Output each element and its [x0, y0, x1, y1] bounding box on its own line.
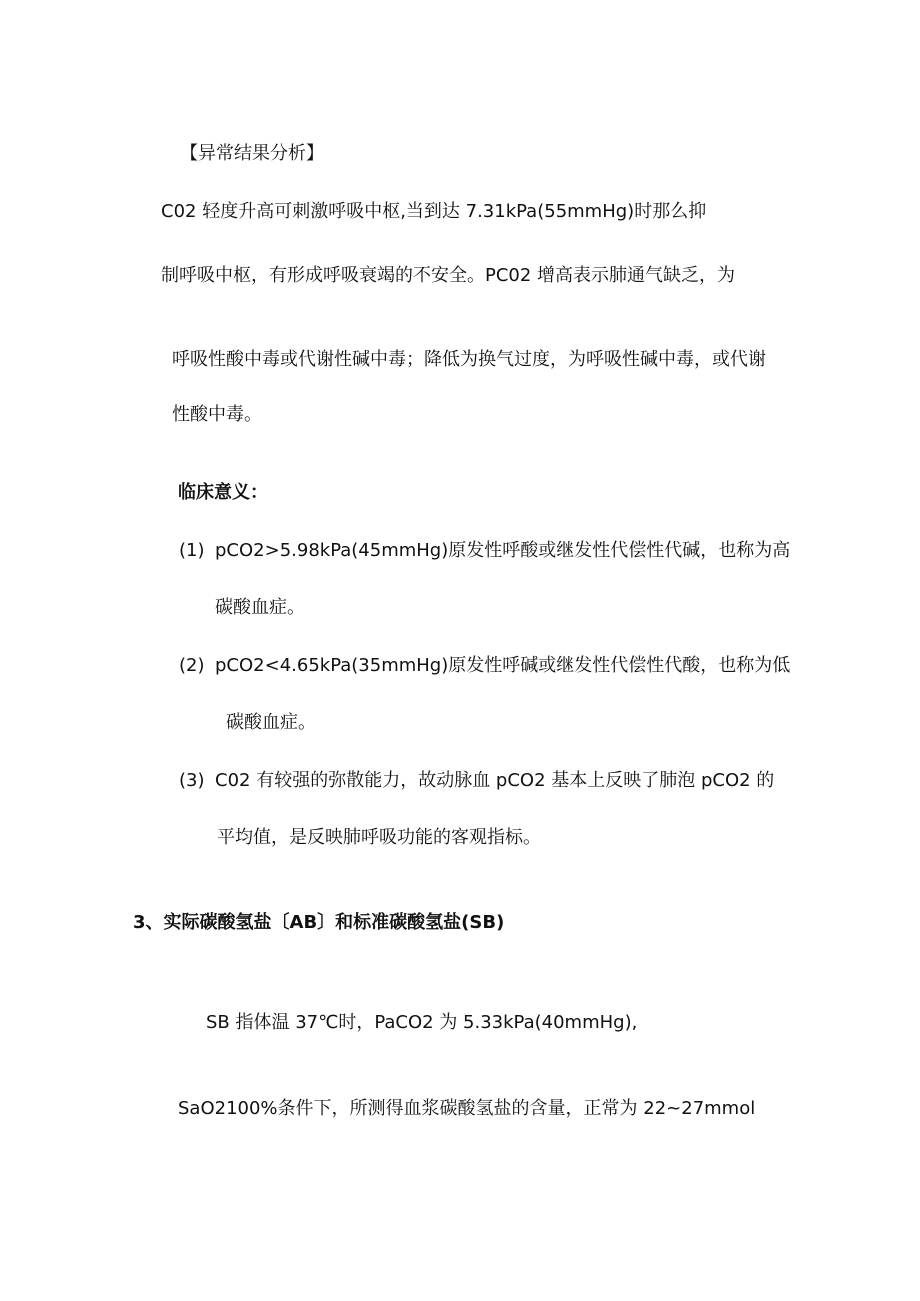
paragraph-line: 性酸中毒。 [172, 404, 262, 425]
list-item-number: (3) [179, 770, 205, 791]
list-item-text: 碳酸血症。 [215, 597, 305, 618]
paragraph-line: SaO2100%条件下，所测得血浆碳酸氢盐的含量，正常为 22~27mmol [178, 1098, 756, 1119]
list-item-text: pCO2>5.98kPa(45mmHg)原发性呼酸或继发性代偿性代碱，也称为高 [215, 540, 791, 561]
section-3-heading: 3、实际碳酸氢盐〔AB〕和标准碳酸氢盐(SB) [133, 912, 505, 933]
list-item-number: (2) [179, 655, 205, 676]
paragraph-line: SB 指体温 37℃时，PaCO2 为 5.33kPa(40mmHg), [206, 1012, 638, 1033]
list-item-text: 平均值，是反映肺呼吸功能的客观指标。 [217, 827, 541, 848]
paragraph-line: 制呼吸中枢，有形成呼吸衰竭的不安全。PC02 增高表示肺通气缺乏，为 [161, 265, 736, 286]
list-item-number: (1) [179, 540, 205, 561]
list-item-text: 碳酸血症。 [226, 712, 316, 733]
list-item-text: C02 有较强的弥散能力，故动脉血 pCO2 基本上反映了肺泡 pCO2 的 [215, 770, 775, 791]
paragraph-line: C02 轻度升高可刺激呼吸中枢,当到达 7.31kPa(55mmHg)时那么抑 [161, 201, 707, 222]
list-item-text: pCO2<4.65kPa(35mmHg)原发性呼碱或继发性代偿性代酸，也称为低 [215, 655, 791, 676]
clinical-significance-heading: 临床意义： [178, 482, 268, 503]
abnormal-analysis-heading: 【异常结果分析】 [180, 143, 324, 164]
paragraph-line: 呼吸性酸中毒或代谢性碱中毒；降低为换气过度，为呼吸性碱中毒，或代谢 [172, 349, 766, 370]
